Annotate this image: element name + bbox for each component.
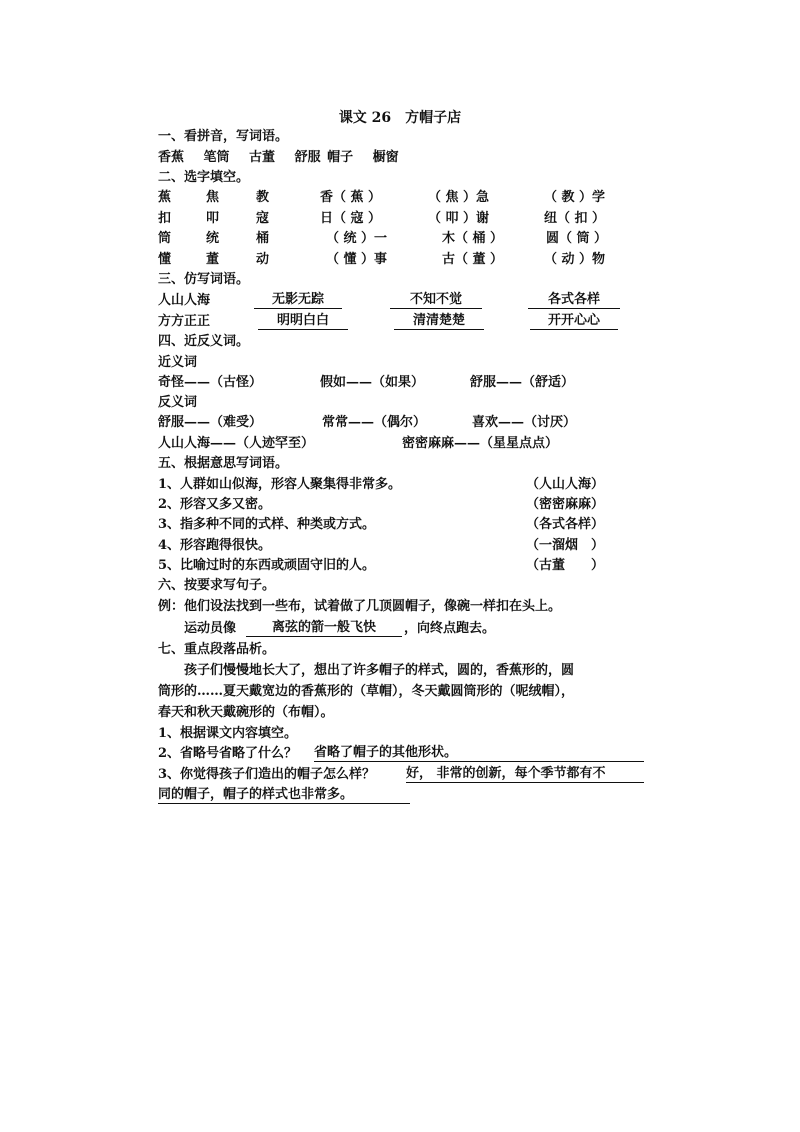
synonym-pair: 奇怪——（古怪） [158,375,263,390]
fill-cell: 香（ 蕉 ） [320,190,382,205]
definition-question: 3、指多种不同的式样、种类或方式。 [158,517,376,532]
antonym-pair: 常常——（偶尔） [322,415,427,430]
definition-answer: （人山人海） [526,477,605,492]
char-cell: 扣 [158,211,172,226]
fill-cell: （ 统 ）一 [326,231,388,246]
char-cell: 动 [256,252,270,267]
section-5-heading: 五、根据意思写词语。 [158,456,289,471]
question-3: 3、你觉得孩子们造出的帽子怎么样？ [158,767,376,782]
synonym-pair: 假如——（如果） [320,375,425,390]
fill-cell: （ 动 ）物 [544,252,606,267]
char-cell: 懂 [158,252,172,267]
fill-cell: （ 教 ）学 [544,190,606,205]
fill-cell: （ 焦 ）急 [428,190,490,205]
char-cell: 董 [206,252,220,267]
char-cell: 教 [256,190,270,205]
char-cell: 焦 [206,190,220,205]
sentence-prefix: 运动员像 [184,621,237,636]
antonym-label: 反义词 [158,395,198,410]
fill-cell: 木（ 桶 ） [442,231,504,246]
fill-cell: （ 懂 ）事 [326,252,388,267]
section-3-heading: 三、仿写词语。 [158,272,250,287]
definition-question: 4、形容跑得很快。 [158,538,272,553]
sentence-answer-blank: 离弦的箭一般飞快 [246,620,402,637]
section-6-heading: 六、按要求写句子。 [158,578,276,593]
question-3-answer-line-2: 同的帽子，帽子的样式也非常多。 [158,787,410,804]
section-7-heading: 七、重点段落品析。 [158,642,276,657]
fill-cell: （ 叩 ）谢 [428,211,490,226]
definition-question: 2、形容又多又密。 [158,497,272,512]
model-word: 人山人海 [158,293,211,308]
definition-answer: （密密麻麻） [526,497,605,512]
synonym-label: 近义词 [158,355,198,370]
passage-line: 筒形的……夏天戴宽边的香蕉形的（草帽），冬天戴圆筒形的（呢绒帽）， [158,684,575,699]
char-cell: 筒 [158,231,172,246]
sentence-suffix: ，向终点跑去。 [404,621,496,636]
passage-line: 春天和秋天戴碗形的（布帽）。 [158,705,334,720]
question-1: 1、根据课文内容填空。 [158,726,298,741]
question-3-answer-line-1: 好， 非常的创新，每个季节都有不 [406,766,644,783]
char-cell: 叩 [206,211,220,226]
antonym-pair: 喜欢——（讨厌） [472,415,577,430]
section-2-heading: 二、选字填空。 [158,170,250,185]
antonym-pair: 舒服——（难受） [158,415,263,430]
definition-question: 5、比喻过时的东西或顽固守旧的人。 [158,558,376,573]
fill-cell: 圆（ 筒 ） [546,231,608,246]
section-4-heading: 四、近反义词。 [158,334,250,349]
section-1-words: 香蕉 笔筒 古董 舒服 帽子 橱窗 [158,150,399,165]
antonym-pair: 密密麻麻——（星星点点） [402,436,559,451]
synonym-pair: 舒服——（舒适） [470,375,575,390]
answer-blank: 清清楚楚 [394,313,484,330]
fill-cell: 古（ 董 ） [442,252,504,267]
page-title: 课文 26 方帽子店 [338,110,462,126]
char-cell: 统 [206,231,220,246]
question-2-answer: 省略了帽子的其他形状。 [314,745,644,762]
definition-answer: （古董 ） [526,558,605,573]
definition-question: 1、人群如山似海，形容人聚集得非常多。 [158,477,402,492]
fill-cell: 日（ 寇 ） [320,211,382,226]
definition-answer: （一溜烟 ） [526,538,605,553]
answer-blank: 无影无踪 [254,292,342,309]
model-word: 方方正正 [158,314,211,329]
answer-blank: 不知不觉 [390,292,482,309]
char-cell: 桶 [256,231,270,246]
char-cell: 蕉 [158,190,172,205]
definition-answer: （各式各样） [526,517,605,532]
passage-line: 孩子们慢慢地长大了，想出了许多帽子的样式，圆的，香蕉形的，圆 [184,663,575,678]
example-sentence: 例：他们设法找到一些布，试着做了几顶圆帽子，像碗一样扣在头上。 [158,599,562,614]
char-cell: 寇 [256,211,270,226]
antonym-pair: 人山人海——（人迹罕至） [158,436,315,451]
answer-blank: 各式各样 [528,292,620,309]
question-2: 2、省略号省略了什么？ [158,746,298,761]
answer-blank: 开开心心 [530,313,618,330]
answer-blank: 明明白白 [258,313,348,330]
fill-cell: 纽（ 扣 ） [544,211,606,226]
section-1-heading: 一、看拼音，写词语。 [158,129,289,144]
